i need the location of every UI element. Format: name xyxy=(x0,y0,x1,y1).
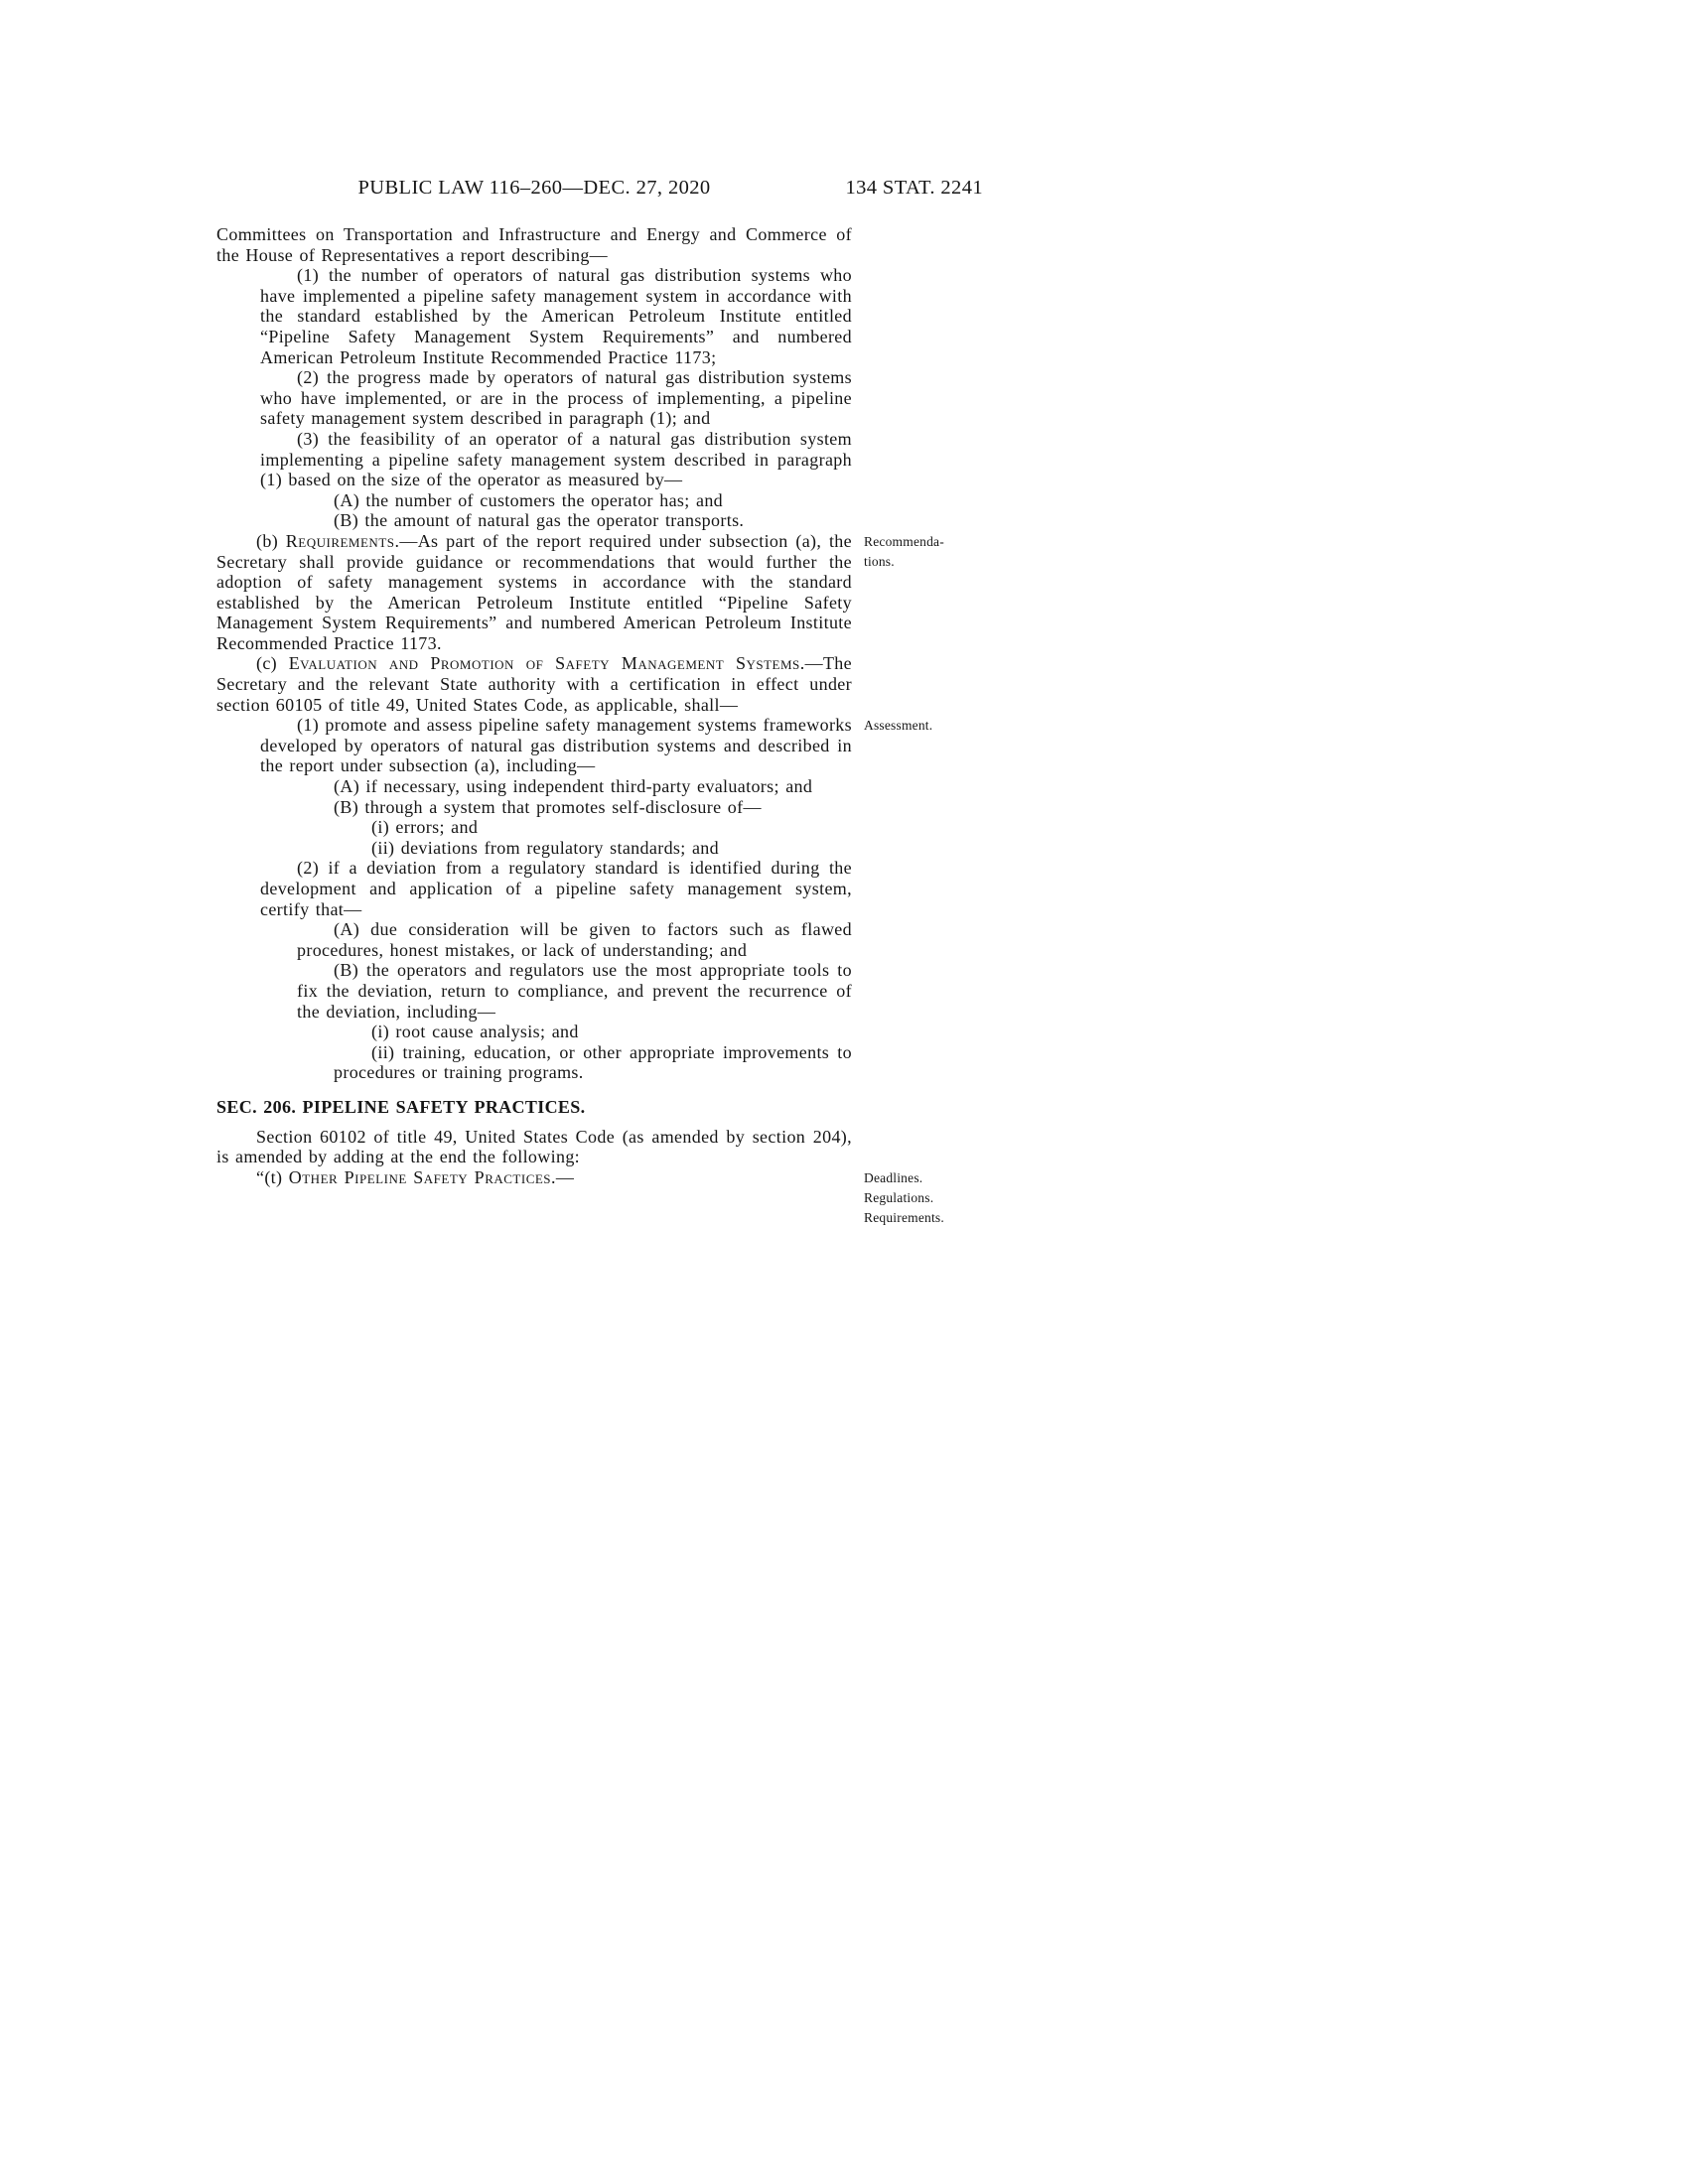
law-title: PUBLIC LAW 116–260—DEC. 27, 2020 xyxy=(357,177,711,199)
para-c-2-B-i xyxy=(334,1022,852,1042)
para-text: (b) xyxy=(256,530,286,551)
margin-note-line: Regulations. xyxy=(864,1189,934,1205)
para-text: (3) the feasibility of an operator of a natural gas distribution system implementing a pipeline safety management system described in paragraph (1) based on the size of the operator as measured by— xyxy=(260,428,852,490)
para-text: .—The Secretary and the relevant State authority with a certification in effect under section 60105 of title 49, United States Code, as applicable, shall— xyxy=(216,653,852,715)
margin-note-line: Deadlines. xyxy=(864,1169,923,1185)
para-text: Section 60102 of title 49, United States Code (as amended by section 204), is amended by adding at the end the following: xyxy=(216,1126,852,1167)
margin-note-line: Recommenda- xyxy=(864,533,944,549)
para-a-3-B xyxy=(297,510,852,531)
para-text: (ii) deviations from regulatory standards; and xyxy=(371,837,720,858)
para-text: (i) errors; and xyxy=(371,817,479,838)
para-text: (i) root cause analysis; and xyxy=(371,1022,579,1042)
para-text: (1) promote and assess pipeline safety management systems frameworks developed by operators of natural gas distribution systems and described in the report under subsection (a), including— xyxy=(260,715,852,776)
margin-note-recommendations xyxy=(864,532,1003,572)
para-c-1-B-ii xyxy=(334,838,852,859)
para-text: (A) due consideration will be given to factors such as flawed procedures, honest mistakes, or lack of understanding; and xyxy=(297,919,852,960)
para-a-3 xyxy=(260,429,852,490)
para-text: (2) the progress made by operators of natural gas distribution systems who have implemented, or are in the process of implementing, a pipeline safety management system described in paragraph (1); and xyxy=(260,367,852,429)
para-c-2-B xyxy=(297,960,852,1022)
stat-page-number: 134 STAT. 2241 xyxy=(845,177,983,199)
margin-note-deadlines xyxy=(864,1168,1003,1228)
para-text: (c) xyxy=(256,653,289,674)
para-text: (B) the operators and regulators use the most appropriate tools to fix the deviation, return to compliance, and prevent the recurrence of the deviation, including— xyxy=(297,960,852,1022)
para-c-1-B xyxy=(297,797,852,818)
para-c-1-A xyxy=(297,776,852,797)
margin-note-line: tions. xyxy=(864,553,895,569)
para-text: (1) the number of operators of natural gas distribution systems who have implemented a pipeline safety management system in accordance with the standard established by the American Petroleum Institute entitled “Pipeline Safety Management System Requirements” and numbered American Petroleum Institute Recommended Practice 1173; xyxy=(260,265,852,367)
para-text-smallcaps: Requirements xyxy=(285,530,395,551)
margin-note-assessment xyxy=(864,716,1003,736)
para-a-1 xyxy=(260,265,852,367)
para-text: (2) if a deviation from a regulatory standard is identified during the development and application of a pipeline safety management system, certify that— xyxy=(260,858,852,919)
para-text: .—As part of the report required under subsection (a), the Secretary shall provide guidance or recommendations that would further the adoption of safety management systems in accordance with the standard established by the American Petroleum Institute entitled “Pipeline Safety Management System Requirements” and numbered American Petroleum Institute Recommended Practice 1173. xyxy=(216,530,852,653)
para-text: (A) if necessary, using independent third-party evaluators; and xyxy=(334,776,813,797)
para-c-2-A xyxy=(297,919,852,960)
margin-note-line: Requirements. xyxy=(864,1209,944,1225)
para-b xyxy=(216,530,944,654)
para-t xyxy=(216,1166,944,1225)
para-a-3-A xyxy=(297,490,852,511)
section-heading-206 xyxy=(216,1097,852,1118)
para-c-1-B-i xyxy=(334,817,852,838)
para-c-2 xyxy=(260,858,852,919)
para-text: (B) through a system that promotes self-disclosure of— xyxy=(334,796,762,817)
para-text: (A) the number of customers the operator has; and xyxy=(334,489,724,510)
para-c-1 xyxy=(260,715,933,776)
para-text: (ii) training, education, or other appropriate improvements to procedures or training programs. xyxy=(334,1041,852,1083)
para-text-smallcaps: Evaluation and Promotion of Safety Management Systems xyxy=(288,653,800,674)
para-text: (B) the amount of natural gas the operator transports. xyxy=(334,510,745,531)
para-text: Committees on Transportation and Infrastructure and Energy and Commerce of the House of Representatives a report describing— xyxy=(216,224,852,265)
margin-note-line: Assessment. xyxy=(864,718,933,734)
para-text: “(t) xyxy=(256,1166,289,1187)
para-intro xyxy=(216,224,852,265)
para-sec-206-intro xyxy=(216,1127,852,1167)
section-heading-text: SEC. 206. PIPELINE SAFETY PRACTICES. xyxy=(216,1096,586,1117)
statute-text xyxy=(216,224,944,1225)
para-c-2-B-ii xyxy=(334,1042,852,1083)
para-c xyxy=(216,653,852,715)
para-text-smallcaps: Other Pipeline Safety Practices xyxy=(288,1166,552,1187)
para-a-2 xyxy=(260,367,852,429)
para-text: .— xyxy=(551,1166,575,1187)
